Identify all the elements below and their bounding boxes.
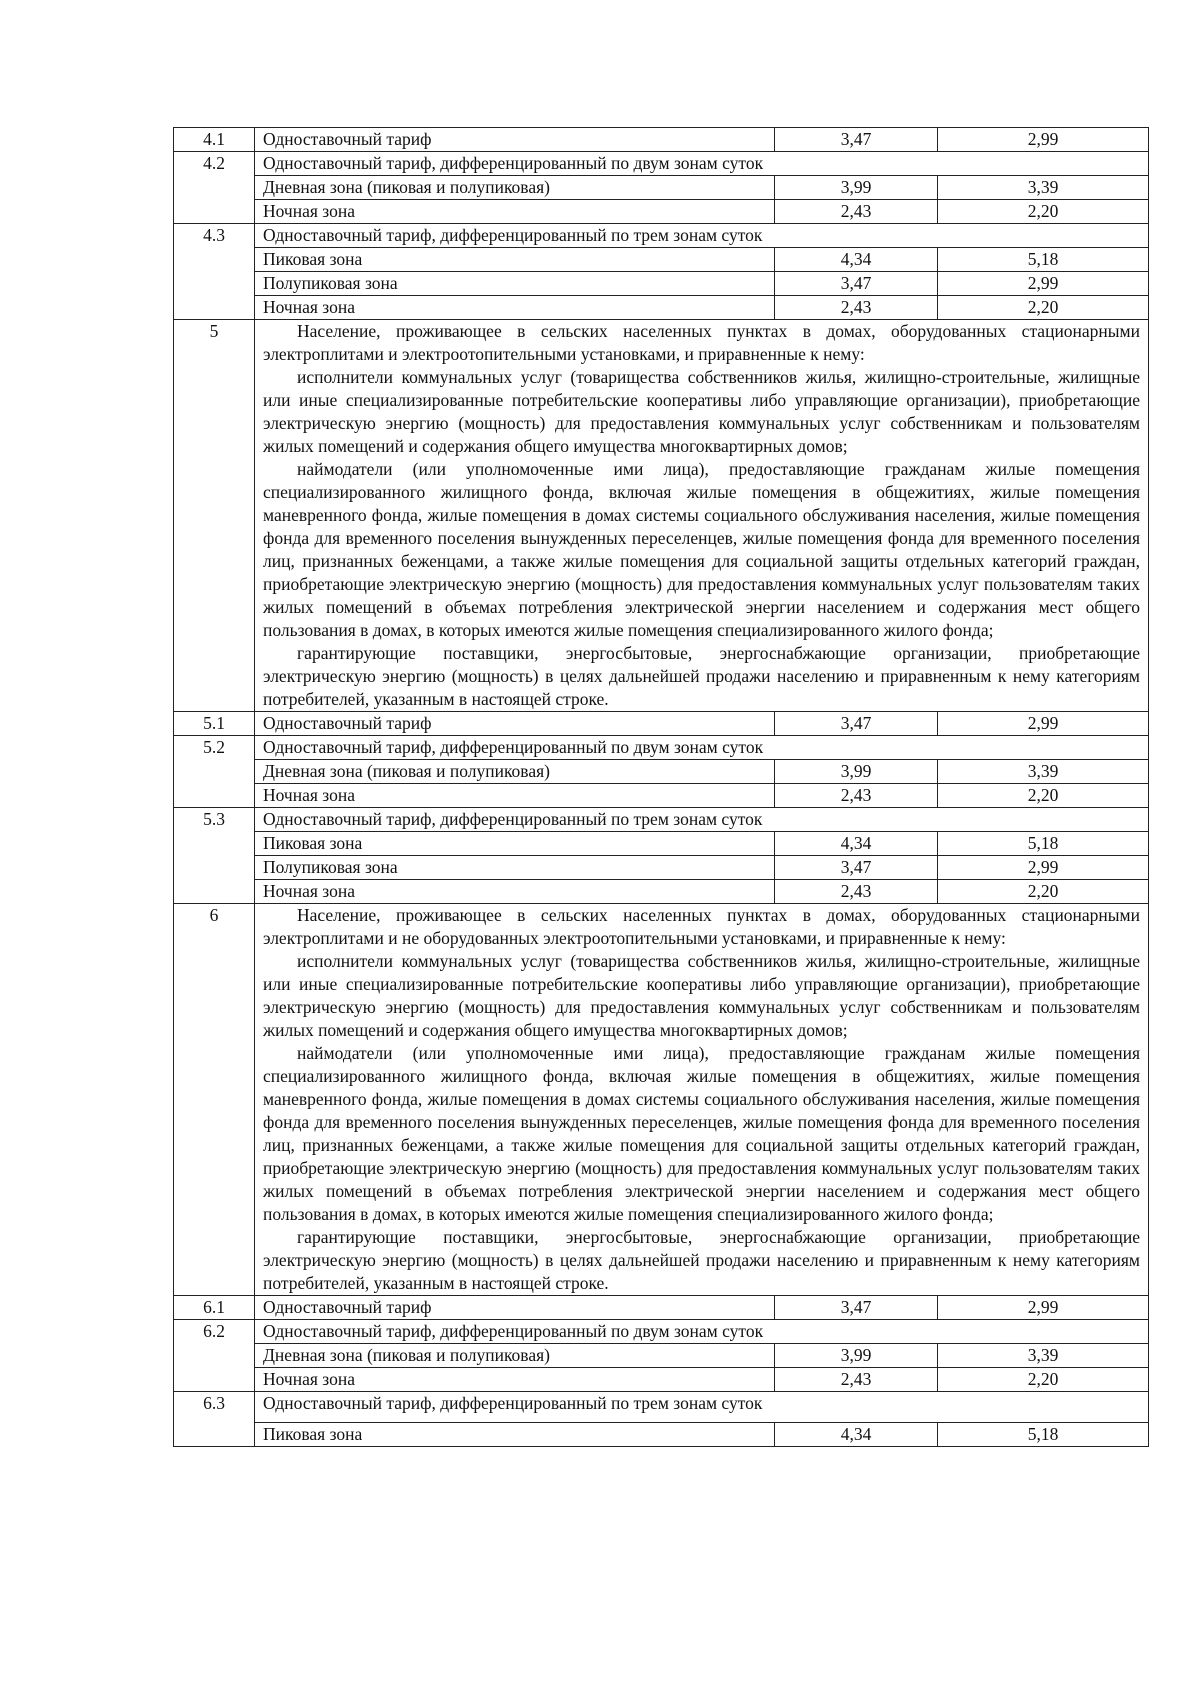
table-row	[174, 128, 1149, 152]
table-row	[174, 296, 1149, 320]
description-paragraph: Население, проживающее в сельских населенных пунктах в домах, оборудованных стационарными электроплитами и электроотопительными установками, и приравненные к нему:	[263, 321, 1140, 364]
row-name: Одноставочный тариф, дифференцированный по трем зонам суток	[255, 1392, 1149, 1423]
table-row	[174, 784, 1149, 808]
value-1: 2,43	[775, 880, 938, 904]
description-paragraph: наймодатели (или уполномоченные ими лица), предоставляющие гражданам жилые помещения специализированного жилищного фонда, включая жилые помещения в общежитиях, жилые помещения маневренного фонда, жилые помещения в домах системы социального обслуживания населения, жилые помещения фонда для временного поселения вынужденных переселенцев, жилые помещения фонда для временного поселения лиц, признанных беженцами, а также жилые помещения для социальной защиты отдельных категорий граждан, приобретающие электрическую энергию (мощность) для предоставления коммунальных услуг пользователям таких жилых помещений в объемах потребления электрической энергии населением и содержания мест общего пользования в домах, в которых имеются жилые помещения специализированного жилого фонда;	[263, 459, 1140, 640]
value-1: 2,43	[775, 1368, 938, 1392]
description-paragraph: исполнители коммунальных услуг (товарищества собственников жилья, жилищно-строительные, жилищные или иные специализированные потребительские кооперативы либо управляющие организации), приобретающие электрическую энергию (мощность) для предоставления коммунальных услуг собственникам и пользователям жилых помещений и содержания общего имущества многоквартирных домов;	[263, 951, 1140, 1040]
value-1: 3,47	[775, 856, 938, 880]
row-name: Пиковая зона	[255, 248, 775, 272]
value-2: 2,20	[938, 784, 1149, 808]
row-number: 5.2	[174, 736, 255, 808]
value-1: 3,47	[775, 712, 938, 736]
row-number: 4.3	[174, 224, 255, 320]
row-name: Одноставочный тариф, дифференцированный по трем зонам суток	[255, 808, 1149, 832]
table-row	[174, 736, 1149, 760]
value-1: 3,47	[775, 272, 938, 296]
value-2: 5,18	[938, 248, 1149, 272]
tariff-table	[173, 127, 1149, 1447]
row-number: 6	[174, 904, 255, 1296]
value-2: 2,20	[938, 296, 1149, 320]
row-name: Ночная зона	[255, 200, 775, 224]
value-2: 2,20	[938, 1368, 1149, 1392]
row-name: Полупиковая зона	[255, 856, 775, 880]
table-row	[174, 272, 1149, 296]
value-2: 3,39	[938, 1344, 1149, 1368]
value-2: 5,18	[938, 832, 1149, 856]
value-2: 2,99	[938, 1296, 1149, 1320]
table-row	[174, 808, 1149, 832]
table-row	[174, 832, 1149, 856]
row-number: 4.2	[174, 152, 255, 224]
table-row	[174, 1423, 1149, 1447]
value-1: 4,34	[775, 1423, 938, 1447]
value-2: 2,99	[938, 712, 1149, 736]
table-row	[174, 856, 1149, 880]
value-1: 3,99	[775, 176, 938, 200]
row-name: Ночная зона	[255, 296, 775, 320]
table-row	[174, 152, 1149, 176]
table-row	[174, 712, 1149, 736]
value-1: 2,43	[775, 200, 938, 224]
row-name: Ночная зона	[255, 784, 775, 808]
row-name: Полупиковая зона	[255, 272, 775, 296]
row-number: 5.3	[174, 808, 255, 904]
row-number: 4.1	[174, 128, 255, 152]
table-row	[174, 176, 1149, 200]
row-name: Одноставочный тариф	[255, 1296, 775, 1320]
value-2: 2,20	[938, 880, 1149, 904]
row-number: 6.1	[174, 1296, 255, 1320]
description-paragraph: наймодатели (или уполномоченные ими лица), предоставляющие гражданам жилые помещения специализированного жилищного фонда, включая жилые помещения в общежитиях, жилые помещения маневренного фонда, жилые помещения в домах системы социального обслуживания населения, жилые помещения фонда для временного поселения вынужденных переселенцев, жилые помещения фонда для временного поселения лиц, признанных беженцами, а также жилые помещения для социальной защиты отдельных категорий граждан, приобретающие электрическую энергию (мощность) для предоставления коммунальных услуг пользователям таких жилых помещений в объемах потребления электрической энергии населением и содержания мест общего пользования в домах, в которых имеются жилые помещения специализированного жилого фонда;	[263, 1043, 1140, 1224]
value-2: 2,99	[938, 272, 1149, 296]
row-name: Дневная зона (пиковая и полупиковая)	[255, 760, 775, 784]
description-paragraph: Население, проживающее в сельских населенных пунктах в домах, оборудованных стационарными электроплитами и не оборудованных электроотопительными установками, и приравненные к нему:	[263, 905, 1140, 948]
table-row	[174, 1320, 1149, 1344]
value-1: 2,43	[775, 784, 938, 808]
table-row	[174, 248, 1149, 272]
value-1: 2,43	[775, 296, 938, 320]
row-number: 6.3	[174, 1392, 255, 1447]
row-name: Ночная зона	[255, 880, 775, 904]
value-1: 4,34	[775, 248, 938, 272]
description-paragraph: гарантирующие поставщики, энергосбытовые, энергоснабжающие организации, приобретающие электрическую энергию (мощность) в целях дальнейшей продажи населению и приравненным к нему категориям потребителей, указанным в настоящей строке.	[263, 643, 1140, 709]
row-number: 5.1	[174, 712, 255, 736]
value-2: 2,99	[938, 856, 1149, 880]
value-2: 2,20	[938, 200, 1149, 224]
table-row	[174, 320, 1149, 712]
category-description	[255, 320, 1149, 712]
value-1: 3,99	[775, 1344, 938, 1368]
table-row	[174, 880, 1149, 904]
value-2: 5,18	[938, 1423, 1149, 1447]
value-1: 3,47	[775, 1296, 938, 1320]
table-row	[174, 224, 1149, 248]
value-2: 3,39	[938, 760, 1149, 784]
row-name: Одноставочный тариф	[255, 128, 775, 152]
row-name: Одноставочный тариф	[255, 712, 775, 736]
row-name: Одноставочный тариф, дифференцированный по трем зонам суток	[255, 224, 1149, 248]
value-1: 4,34	[775, 832, 938, 856]
row-name: Дневная зона (пиковая и полупиковая)	[255, 176, 775, 200]
row-name: Пиковая зона	[255, 1423, 775, 1447]
value-2: 2,99	[938, 128, 1149, 152]
table-row	[174, 1392, 1149, 1423]
value-2: 3,39	[938, 176, 1149, 200]
row-name: Одноставочный тариф, дифференцированный по двум зонам суток	[255, 1320, 1149, 1344]
category-description	[255, 904, 1149, 1296]
table-row	[174, 1344, 1149, 1368]
description-paragraph: гарантирующие поставщики, энергосбытовые, энергоснабжающие организации, приобретающие электрическую энергию (мощность) в целях дальнейшей продажи населению и приравненным к нему категориям потребителей, указанным в настоящей строке.	[263, 1227, 1140, 1293]
table-row	[174, 200, 1149, 224]
description-paragraph: исполнители коммунальных услуг (товарищества собственников жилья, жилищно-строительные, жилищные или иные специализированные потребительские кооперативы либо управляющие организации), приобретающие электрическую энергию (мощность) для предоставления коммунальных услуг собственникам и пользователям жилых помещений и содержания общего имущества многоквартирных домов;	[263, 367, 1140, 456]
row-name: Ночная зона	[255, 1368, 775, 1392]
row-number: 6.2	[174, 1320, 255, 1392]
row-number: 5	[174, 320, 255, 712]
row-name: Пиковая зона	[255, 832, 775, 856]
table-row	[174, 1368, 1149, 1392]
table-row	[174, 760, 1149, 784]
row-name: Одноставочный тариф, дифференцированный по двум зонам суток	[255, 152, 1149, 176]
table-row	[174, 1296, 1149, 1320]
table-row	[174, 904, 1149, 1296]
value-1: 3,47	[775, 128, 938, 152]
row-name: Дневная зона (пиковая и полупиковая)	[255, 1344, 775, 1368]
row-name: Одноставочный тариф, дифференцированный по двум зонам суток	[255, 736, 1149, 760]
value-1: 3,99	[775, 760, 938, 784]
